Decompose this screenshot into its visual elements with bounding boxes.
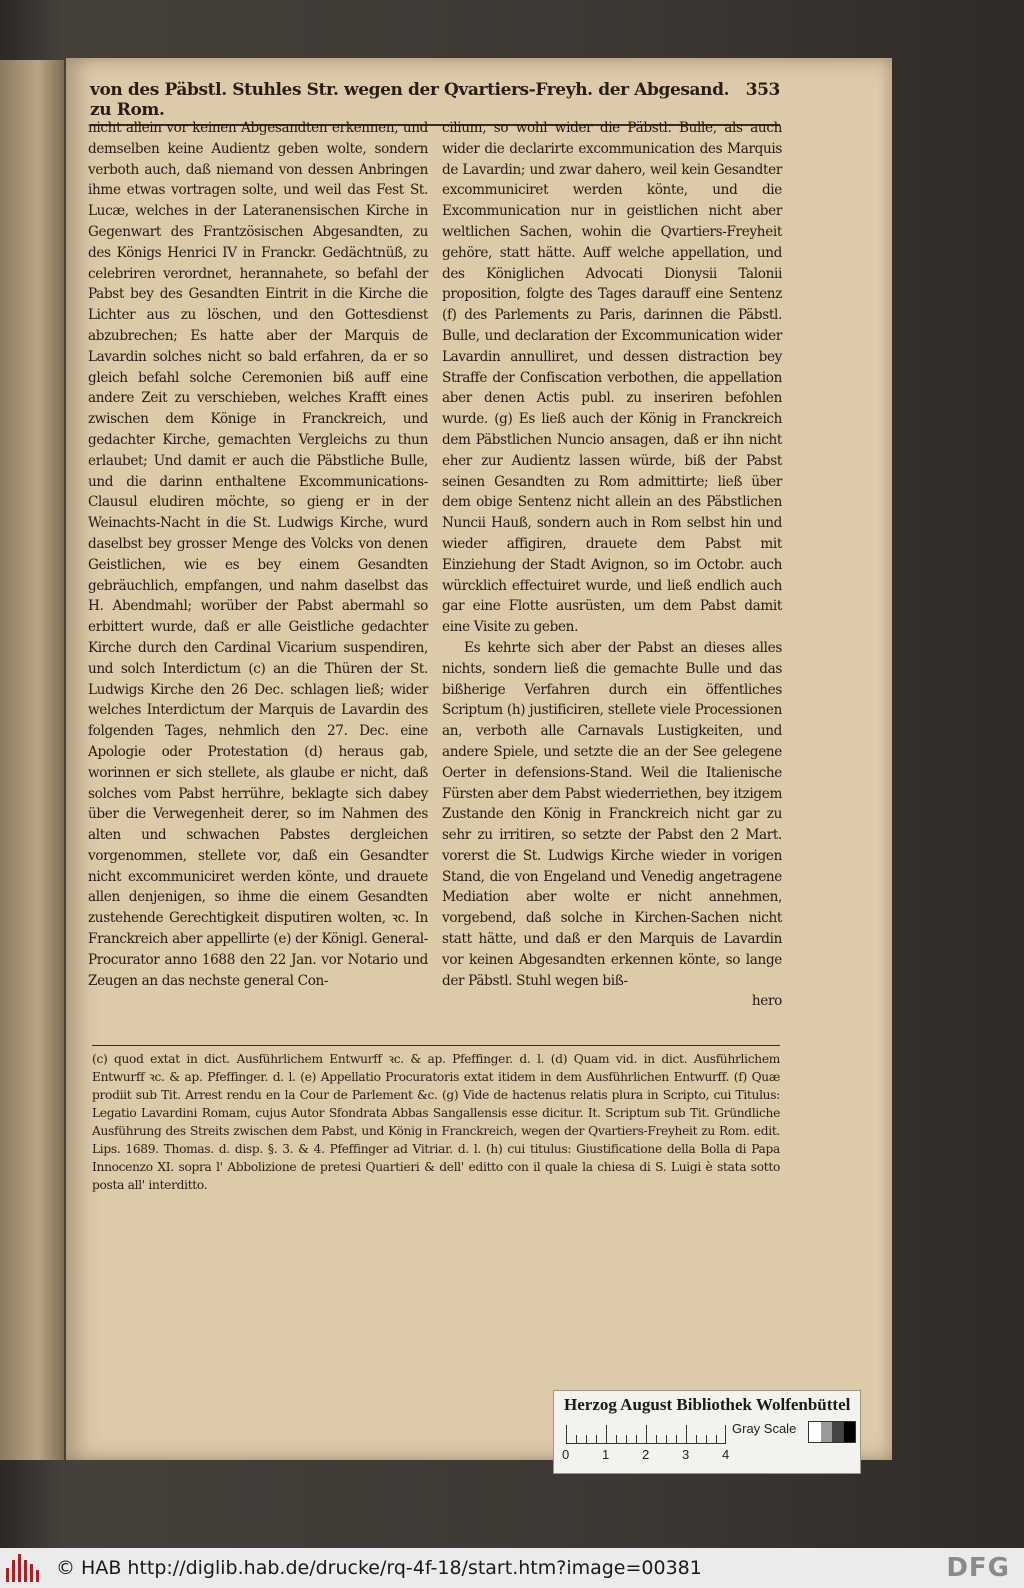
scale-number: 4 bbox=[722, 1447, 730, 1462]
scale-number: 3 bbox=[682, 1447, 690, 1462]
scale-number: 1 bbox=[602, 1447, 610, 1462]
swatch bbox=[821, 1422, 833, 1442]
library-label bbox=[553, 1390, 861, 1474]
swatch bbox=[832, 1422, 844, 1442]
scale-ruler bbox=[566, 1425, 726, 1444]
catchword: hero bbox=[751, 993, 782, 1010]
footnotes bbox=[92, 1045, 780, 1194]
right-column bbox=[442, 118, 782, 1012]
grayscale-swatches bbox=[808, 1421, 856, 1443]
previous-page-edge bbox=[0, 60, 64, 1460]
scale-numbers bbox=[562, 1447, 732, 1462]
right-column-paragraph-2: Es kehrte sich aber der Pabst an dieses alles nichts, sondern ließ die gemachte Bulle und das bißherige Verfahren durch ein öffentliches Scriptum (h) justificiren, stellete viele Processionen an, verboth alle Carnavals Lustigkeiten, und andere Spiele, und setzte die an der See gelegene Oerter in defensions-Stand. Weil die Italienische Fürsten aber dem Pabst wiederriethen, bey itzigem Zustande den König in Franckreich nicht gar zu sehr zu irritiren, so setzte der Pabst den 2 Mart. vorerst die St. Ludwigs Kirche wieder in vorigen Stand, die von Engeland und Venedig angetragene Mediation aber wolte er nicht annehmen, vorgebend, daß solche in Kirchen-Sachen nicht statt hätte, und daß er den Marquis de Lavardin vor keinen Abgesandten erkennen könte, so lange der Päbstl. Stuhl wegen biß- bbox=[442, 639, 782, 989]
right-column-paragraph-1: cilium, so wohl wider die Päbstl. Bulle, als auch wider die declarirte excommunication des Marquis de Lavardin; und zwar dahero, weil kein Gesandter excommuniciret werden könte, und die Excommunication nur in geistlichen nicht aber weltlichen Sachen, wohin die Qvartiers-Freyheit gehöre, statt hätte. Auff welche appellation, und des Königlichen Advocati Dionysii Talonii proposition, folgte des Tages darauff eine Sentenz (f) des Parlements zu Paris, darinnen die Päbstl. Bulle, und declaration der Excommunication wider Lavardin annulliret, und dessen distraction bey Straffe der Confiscation verbothen, die appellation aber denen Actis publ. zu inseriren befohlen wurde. (g) Es ließ auch der König in Franckreich dem Päbstlichen Nuncio ansagen, daß er ihn nicht eher zur Audientz lassen würde, biß der Pabst seinen Gesandten zu Rom admittirte; ließ über dem obige Sentenz nicht allein an des Päbstlichen Nuncii Hauß, sondern auch in Rom selbst hin und wieder affigiren, drauete dem Pabst mit Einziehung der Stadt Avignon, so im Octobr. auch würcklich effectuiret wurde, und ließ endlich auch gar eine Flotte ausrüsten, um dem Pabst damit eine Visite zu geben. bbox=[442, 120, 782, 636]
grayscale-label: Gray Scale bbox=[732, 1421, 797, 1436]
swatch bbox=[809, 1422, 821, 1442]
swatch bbox=[844, 1422, 856, 1442]
left-column-text: nicht allein vor keinen Abgesandten erkennen, und demselben keine Audientz geben wolte, sondern verboth auch, daß niemand von dessen Anbringen ihme etwas vortragen solte, und weil das Fest St. Lucæ, welches in der Lateranensischen Kirche in Gegenwart des Frantzösischen Abgesandten, zu des Königs Henrici IV in Franckr. Gedächtnüß, zu celebriren verordnet, herannahete, so befahl der Pabst bey des Gesandten Eintrit in die Kirche die Lichter aus zu löschen, und den Gottesdienst abzubrechen; Es hatte aber der Marquis de Lavardin solches nicht so bald erfahren, da er so gleich befahl solche Ceremonien biß auff eine andere Zeit zu verschieben, welches Krafft eines zwischen dem Könige in Franckreich, und gedachter Kirche, gemachten Vergleichs zu thun erlaubet; Und damit er auch die Päbstliche Bulle, und die darinn enthaltene Excommunications-Clausul eludiren möchte, so gieng er in der Weinachts-Nacht in die St. Ludwigs Kirche, wurd daselbst bey grosser Menge des Volcks von denen Geistlichen, wie es bey einem Gesandten gebräuchlich, empfangen, und nahm daselbst das H. Abendmahl; worüber der Pabst abermahl so erbittert wurde, daß er alle Geistliche gedachter Kirche durch den Cardinal Vicarium suspendiren, und solch Interdictum (c) an die Thüren der St. Ludwigs Kirche den 26 Dec. schlagen ließ; wider welches Interdictum der Marquis de Lavardin des folgenden Tages, nehmlich den 27. Dec. eine Apologie oder Protestation (d) heraus gab, worinnen er sich stellete, als glaube er nicht, daß solches vom Pabst herrühre, beklagte sich dabey über die Verwegenheit derer, so im Nahmen des alten und schwachen Pabstes dergleichen vorgenommen, stellete vor, daß ein Gesandter nicht excommuniciret werden könte, und drauete allen denjenigen, so ihme die einem Gesandten zustehende Gerechtigkeit disputiren wolten, ꝛc. In Franckreich aber appellirte (e) der Königl. General-Procurator anno 1688 den 22 Jan. vor Notario und Zeugen an das nechste general Con- bbox=[88, 120, 428, 989]
page-number: 353 bbox=[745, 80, 780, 100]
left-column bbox=[88, 118, 428, 1012]
footnotes-text: (c) quod extat in dict. Ausführlichem Entwurff ꝛc. & ap. Pfeffinger. d. l. (d) Quam vid. in dict. Ausführlichem Entwurff ꝛc. & ap. Pfeffinger. d. l. (e) Appellatio Procuratoris extat itidem in dem Ausführlichen Entwurff. (f) Quæ prodiit sub Tit. Arrest rendu en la Cour de Parlement &c. (g) Vide de hactenus relatis plura in Scripto, cui Titulus: Legatio Lavardini Romam, cujus Autor Sfondrata Abbas Sangallensis esse dicitur. It. Scriptum sub Tit. Gründliche Ausführung des Streits zwischen dem Pabst, und König in Franckreich, wegen der Qvartiers-Freyheit zu Rom. edit. Lips. 1689. Thomas. d. disp. §. 3. & 4. Pfeffinger ad Vitriar. d. l. (h) cui titulus: Giustificatione della Bolla di Papa Innocenzo XI. sopra l' Abbolizione de pretesi Quartieri & dell' editto con il quale la chiesa di S. Luigi è stata sotto posta all' interditto. bbox=[92, 1052, 780, 1192]
running-head-title: von des Päbstl. Stuhles Str. wegen der Qvartiers-Freyh. der Abgesand. zu Rom. bbox=[90, 80, 730, 120]
library-name: Herzog August Bibliothek Wolfenbüttel bbox=[564, 1395, 851, 1414]
hab-logo-icon bbox=[6, 1554, 46, 1582]
scale-number: 2 bbox=[642, 1447, 650, 1462]
footer-bar bbox=[0, 1548, 1024, 1588]
scale-number: 0 bbox=[562, 1447, 570, 1462]
dfg-logo: DFG bbox=[946, 1553, 1010, 1583]
text-columns bbox=[88, 118, 782, 1012]
copyright-link[interactable]: © HAB http://diglib.hab.de/drucke/rq-4f-18/start.htm?image=00381 bbox=[56, 1557, 702, 1579]
